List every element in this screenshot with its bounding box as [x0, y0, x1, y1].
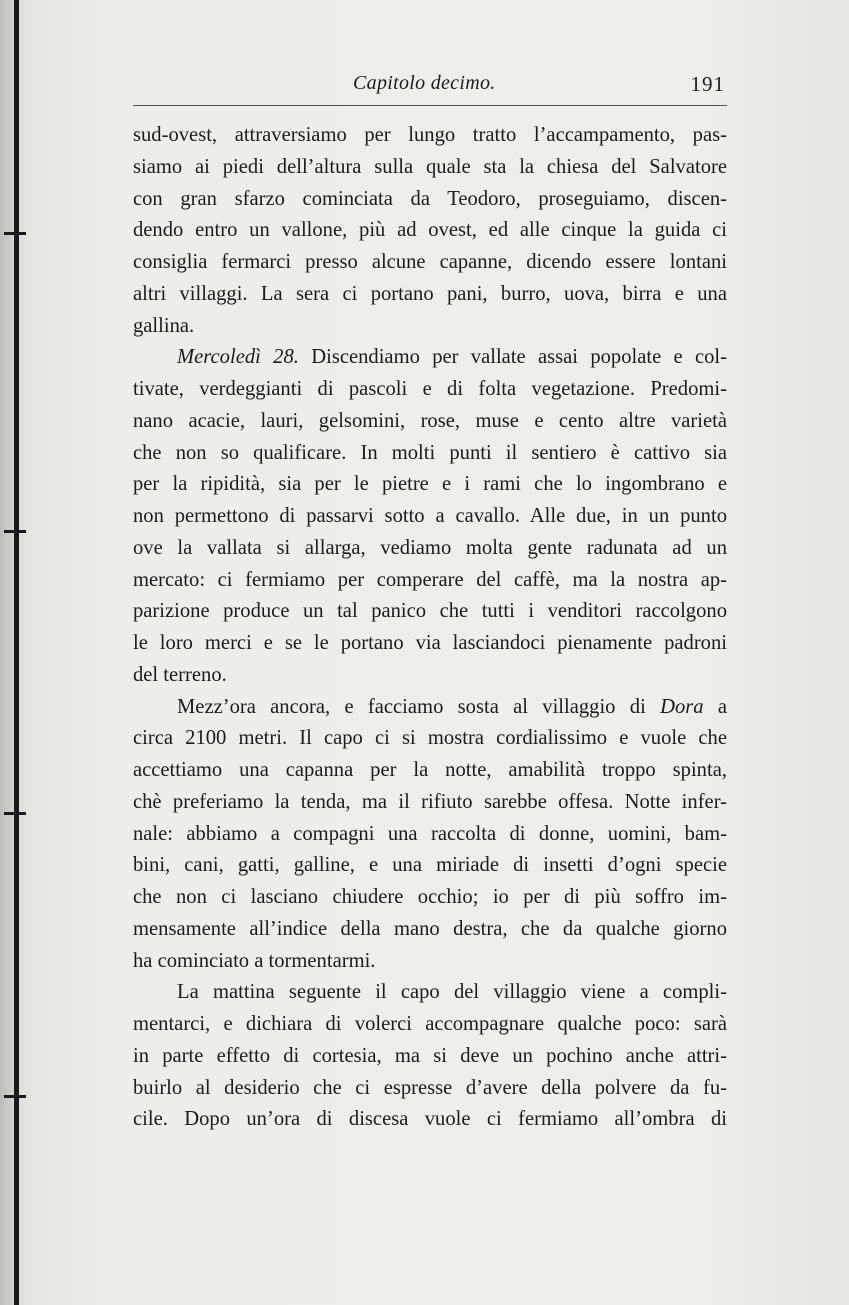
text-line: in parte effetto di cortesia, ma si deve un pochino anche attri-: [133, 1044, 727, 1067]
text-line: sud-ovest, attraversiamo per lungo tratto l’accampamento, pas-: [133, 124, 727, 146]
text-line: nano acacie, lauri, gelsomini, rose, muse e cento altre varietà: [133, 409, 727, 432]
text-line-start: Mezz’ora ancora, e facciamo sosta al villaggio di: [177, 695, 661, 718]
date-heading: Mercoledì 28.: [177, 346, 299, 369]
paragraph: [133, 120, 727, 342]
paragraph: [133, 977, 727, 1136]
text-line: gallina.: [133, 314, 195, 337]
binding-edge: [14, 0, 19, 1305]
text-line: le loro merci e se le portano via lasciandoci pienamente padroni: [133, 632, 727, 654]
text-line: accettiamo una capanna per la notte, amabilità troppo spinta,: [133, 759, 727, 781]
text-line: chè preferiamo la tenda, ma il rifiuto sarebbe offesa. Notte infer-: [133, 790, 727, 813]
place-name: Dora: [660, 695, 704, 718]
page-number: 191: [690, 72, 725, 96]
binding-stitch: [4, 1095, 26, 1098]
text-line: consiglia fermarci presso alcune capanne, dicendo essere lontani: [133, 251, 727, 273]
text-line: mercato: ci fermiamo per comperare del caffè, ma la nostra ap-: [133, 568, 727, 591]
text-line-end: a: [703, 695, 727, 718]
text-line: dendo entro un vallone, più ad ovest, ed alle cinque la guida ci: [133, 219, 727, 242]
text-line: ha cominciato a tormentarmi.: [133, 949, 376, 972]
text-line: che non ci lasciano chiudere occhio; io per di più soffro im-: [133, 886, 727, 908]
text-line-rest: Discendiamo per vallate assai popolate e col-: [298, 346, 727, 369]
text-line: che non so qualificare. In molti punti il sentiero è cattivo sia: [133, 441, 727, 464]
binding-stitch: [4, 232, 26, 235]
text-line: con gran sfarzo cominciata da Teodoro, proseguiamo, discen-: [133, 187, 727, 210]
text-line: ove la vallata si allarga, vediamo molta gente radunata ad un: [133, 536, 727, 559]
text-line: mentarci, e dichiara di volerci accompagnare qualche poco: sarà: [133, 1013, 727, 1035]
running-head: Capitolo decimo.: [353, 72, 496, 94]
page-header: [133, 68, 725, 102]
body-text: [133, 120, 727, 1136]
text-line: [133, 342, 727, 374]
text-line: mensamente all’indice della mano destra, che da qualche giorno: [133, 917, 727, 940]
text-line: [133, 692, 727, 724]
text-line: altri villaggi. La sera ci portano pani, burro, uova, birra e una: [133, 282, 727, 305]
text-line: parizione produce un tal panico che tutti i venditori raccolgono: [133, 600, 727, 623]
header-rule: [133, 105, 727, 106]
text-line: siamo ai piedi dell’altura sulla quale sta la chiesa del Salvatore: [133, 155, 727, 178]
binding-stitch: [4, 530, 26, 533]
text-line: per la ripidità, sia per le pietre e i rami che lo ingombrano e: [133, 473, 727, 496]
text-line: tivate, verdeggianti di pascoli e di folta vegetazione. Predomi-: [133, 378, 727, 400]
text-line: circa 2100 metri. Il capo ci si mostra cordialissimo e vuole che: [133, 727, 727, 750]
text-line: bini, cani, gatti, galline, e una miriade di insetti d’ogni specie: [133, 854, 727, 877]
text-line: cile. Dopo un’ora di discesa vuole ci fermiamo all’ombra di: [133, 1108, 727, 1131]
paragraph: [133, 692, 727, 978]
binding-stitch: [4, 812, 26, 815]
paragraph: [133, 342, 727, 691]
text-line: La mattina seguente il capo del villaggio viene a compli-: [177, 981, 727, 1004]
text-line: buirlo al desiderio che ci espresse d’avere della polvere da fu-: [133, 1076, 727, 1099]
binding-shadow: [0, 0, 14, 1305]
text-line: del terreno.: [133, 663, 227, 686]
text-line: nale: abbiamo a compagni una raccolta di donne, uomini, bam-: [133, 822, 727, 845]
text-line: non permettono di passarvi sotto a cavallo. Alle due, in un punto: [133, 505, 727, 527]
